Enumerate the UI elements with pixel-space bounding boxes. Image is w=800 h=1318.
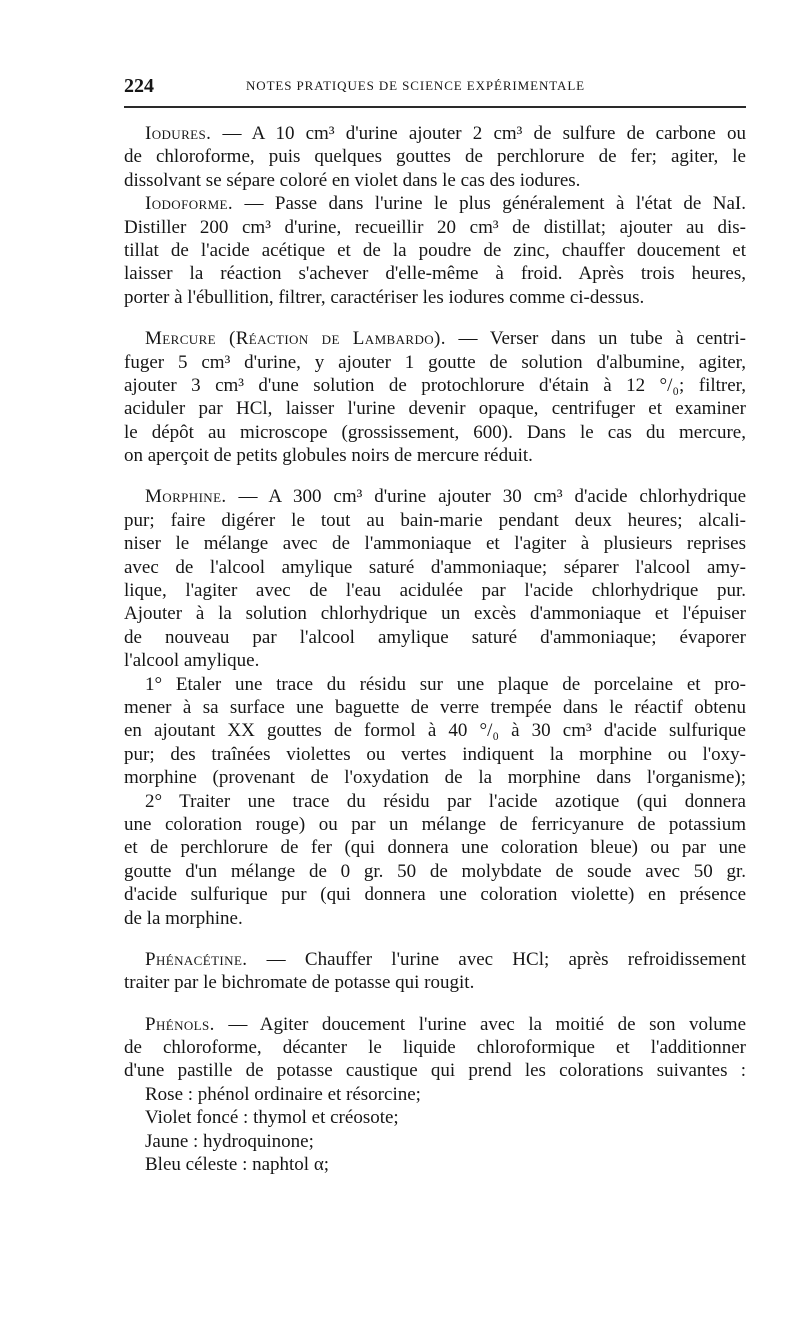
text-line: on aperçoit de petits globules noirs de mercure réduit. <box>124 445 533 467</box>
text-line: mener à sa surface une baguette de verre trempée dans le réactif obtenu <box>124 696 746 718</box>
header-rule <box>124 106 746 108</box>
text-line <box>124 192 746 215</box>
text-line <box>124 948 746 971</box>
text-line <box>124 1013 746 1036</box>
text-line: Distiller 200 cm³ d'urine, recueillir 20 cm³ de distillat; ajouter au dis- <box>124 216 746 238</box>
text-line: le dépôt au microscope (grossissement, 600). Dans le cas du mercure, <box>124 421 746 443</box>
text-line: traiter par le bichromate de potasse qui rougit. <box>124 972 475 994</box>
text-run: — Passe dans l'urine le plus généralement à l'état de NaI. <box>233 193 746 215</box>
section-heading: Iodoforme. <box>145 193 234 215</box>
section-iodures <box>124 122 746 192</box>
section-heading: Phénacétine. <box>145 948 248 970</box>
text-line: pur; faire digérer le tout au bain-marie pendant deux heures; alcali- <box>124 509 746 531</box>
paragraph-gap <box>124 930 746 948</box>
color-list-item: Bleu céleste : naphtol α; <box>145 1154 330 1176</box>
section-phenols <box>124 1013 746 1177</box>
section-heading: Phénols. <box>145 1013 215 1035</box>
text-line: dissolvant se sépare coloré en violet dans le cas des iodures. <box>124 169 581 191</box>
text-line: aciduler par HCl, laisser l'urine devenir opaque, centrifuger et examiner <box>124 398 746 420</box>
section-morphine <box>124 485 746 929</box>
paragraph-gap <box>124 467 746 485</box>
text-line: niser le mélange avec de l'ammoniaque et l'agiter à plusieurs reprises <box>124 533 746 555</box>
text-line <box>124 122 746 145</box>
page-number: 224 <box>124 75 154 97</box>
paragraph-gap <box>124 995 746 1013</box>
paragraph-gap <box>124 309 746 327</box>
text-run: — Agiter doucement l'urine avec la moitié de son volume <box>214 1013 746 1035</box>
text-line: une coloration rouge) ou par un mélange de ferricyanure de potassium <box>124 813 746 835</box>
text-line: 2° Traiter une trace du résidu par l'acide azotique (qui donnera <box>145 790 746 812</box>
text-line: d'acide sulfurique pur (qui donnera une coloration violette) en présence <box>124 884 746 906</box>
text-line: morphine (provenant de l'oxydation de la morphine dans l'organisme); <box>124 767 746 789</box>
text-line: ajouter 3 cm³ d'une solution de protochlorure d'étain à 12 °/₀; filtrer, <box>124 374 746 396</box>
text-line: avec de l'alcool amylique saturé d'ammoniaque; séparer l'alcool amy- <box>124 556 746 578</box>
text-line: d'une pastille de potasse caustique qui prend les colorations suivantes : <box>124 1060 746 1082</box>
text-line: fuger 5 cm³ d'urine, y ajouter 1 goutte de solution d'albumine, agiter, <box>124 351 746 373</box>
text-run: — A 300 cm³ d'urine ajouter 30 cm³ d'acide chlorhydrique <box>226 486 746 508</box>
text-line: porter à l'ébullition, filtrer, caractériser les iodures comme ci-dessus. <box>124 286 645 308</box>
section-heading: Mercure (Réaction de Lambardo). <box>145 328 446 350</box>
text-line: 1° Etaler une trace du résidu sur une plaque de porcelaine et pro- <box>145 673 746 695</box>
text-line: de chloroforme, puis quelques gouttes de perchlorure de fer; agiter, le <box>124 146 746 168</box>
text-line: de chloroforme, décanter le liquide chloroformique et l'additionner <box>124 1037 746 1059</box>
text-line: goutte d'un mélange de 0 gr. 50 de molybdate de soude avec 50 gr. <box>124 860 746 882</box>
text-line: et de perchlorure de fer (qui donnera une coloration bleue) ou par une <box>124 837 746 859</box>
page-header <box>124 74 746 98</box>
section-mercure <box>124 327 746 467</box>
section-phenacetine <box>124 948 746 995</box>
text-run: — Verser dans un tube à centri- <box>445 328 746 350</box>
text-run: — A 10 cm³ d'urine ajouter 2 cm³ de sulfure de carbone ou <box>211 123 746 144</box>
section-heading: Morphine. <box>145 486 227 508</box>
color-list-item: Jaune : hydroquinone; <box>145 1130 314 1152</box>
text-line <box>124 485 746 508</box>
running-title: NOTES PRATIQUES DE SCIENCE EXPÉRIMENTALE <box>246 78 586 93</box>
color-list-item: Rose : phénol ordinaire et résorcine; <box>145 1083 421 1105</box>
text-line: en ajoutant XX gouttes de formol à 40 °/₀ à 30 cm³ d'acide sulfurique <box>124 720 746 742</box>
text-line: de la morphine. <box>124 907 243 929</box>
text-line: pur; des traînées violettes ou vertes indiquent la morphine ou l'oxy- <box>124 743 746 765</box>
section-iodoforme <box>124 192 746 309</box>
text-line: lique, l'agiter avec de l'eau acidulée par l'acide chlorhydrique pur. <box>124 580 746 602</box>
text-run: — Chauffer l'urine avec HCl; après refroidissement <box>247 948 746 970</box>
text-line <box>124 327 746 350</box>
color-list-item: Violet foncé : thymol et créosote; <box>145 1107 399 1129</box>
text-line: Ajouter à la solution chlorhydrique un excès d'ammoniaque et l'épuiser <box>124 603 746 625</box>
text-line: de nouveau par l'alcool amylique saturé d'ammoniaque; évaporer <box>124 626 746 648</box>
text-line: laisser la réaction s'achever d'elle-même à froid. Après trois heures, <box>124 263 746 285</box>
text-line: tillat de l'acide acétique et de la poudre de zinc, chauffer doucement et <box>124 239 746 261</box>
section-heading: Iodures. <box>145 123 212 144</box>
body-text <box>124 122 746 1176</box>
text-line: l'alcool amylique. <box>124 650 260 672</box>
